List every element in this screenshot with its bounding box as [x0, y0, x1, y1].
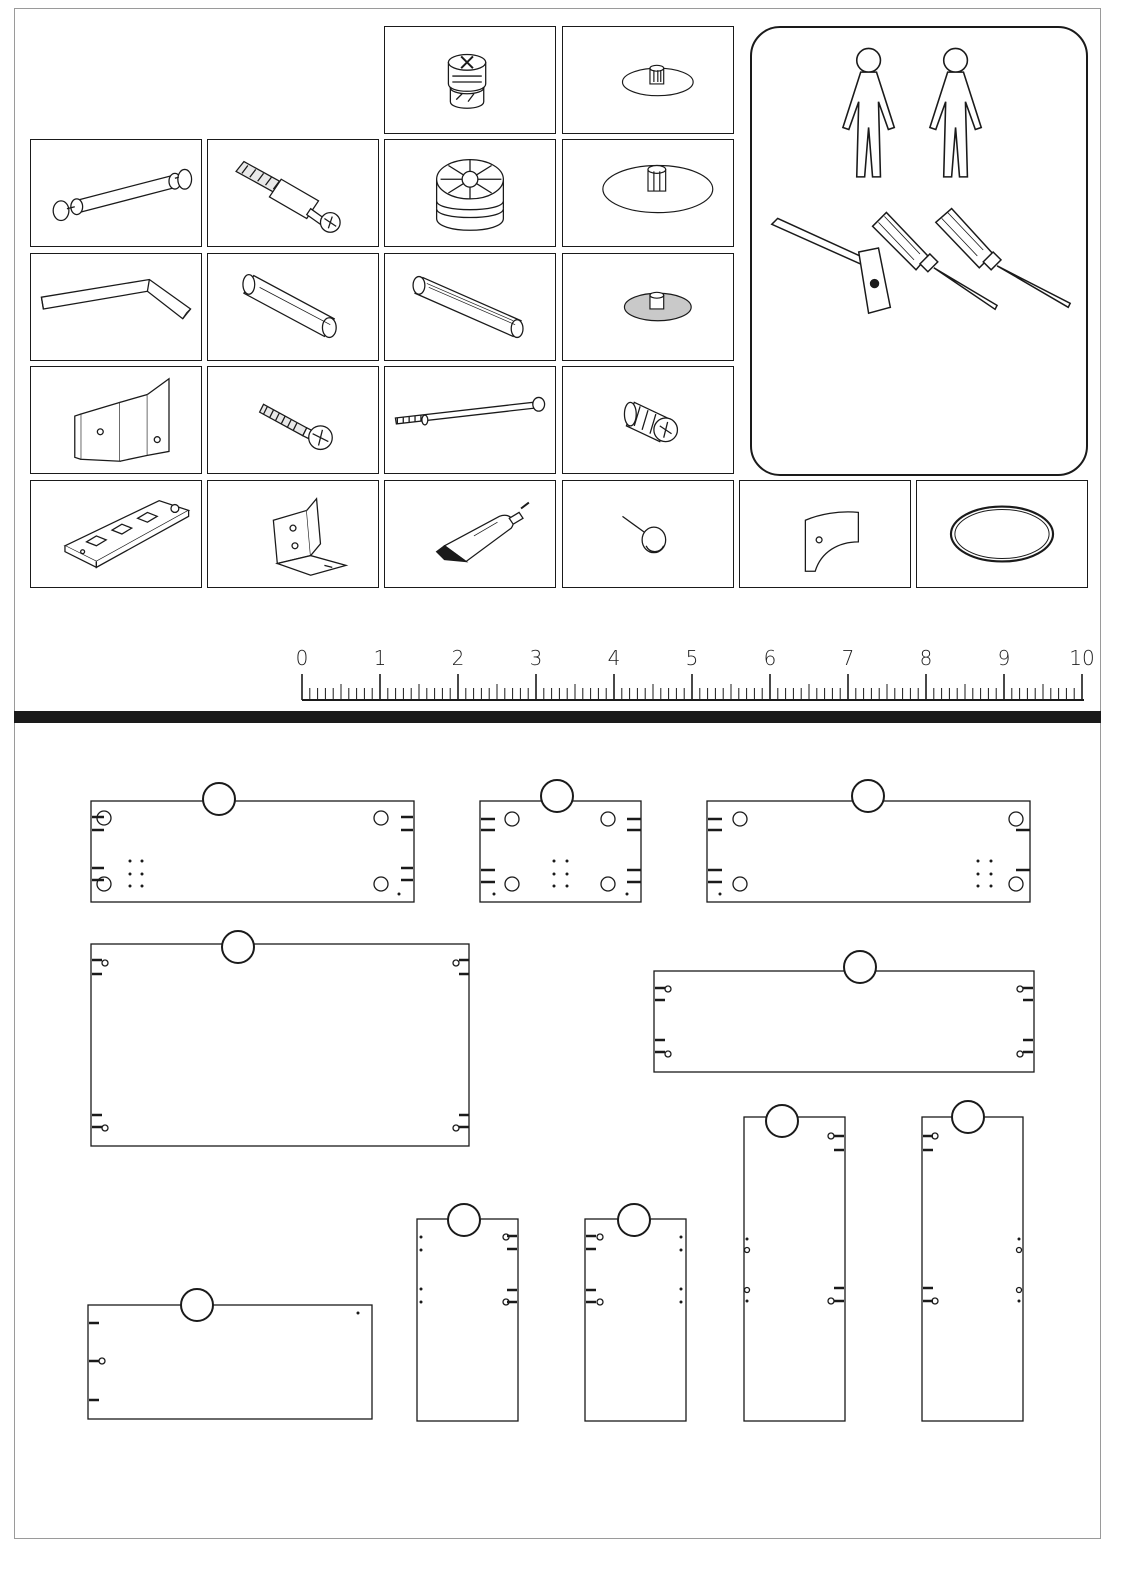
- ruler-label: 10: [1069, 646, 1095, 670]
- panel-2: [480, 780, 641, 902]
- ruler-label: 4: [607, 646, 621, 670]
- ruler-label: 3: [529, 646, 543, 670]
- panel-7: [417, 1204, 518, 1421]
- panel-6: [88, 1289, 372, 1419]
- panel-3: [707, 780, 1030, 902]
- ruler-label: 2: [451, 646, 465, 670]
- ruler-label: 5: [685, 646, 699, 670]
- panel-10: [922, 1101, 1023, 1421]
- panel-9: [744, 1105, 845, 1421]
- ruler-label: 8: [919, 646, 933, 670]
- ruler-label: 9: [997, 646, 1011, 670]
- ruler-label: 0: [295, 646, 309, 670]
- panel-5: [654, 951, 1034, 1072]
- panel-1: [91, 783, 414, 902]
- ruler-label: 7: [841, 646, 855, 670]
- panel-4: [91, 931, 469, 1146]
- panel-8: [585, 1204, 686, 1421]
- ruler-label: 6: [763, 646, 777, 670]
- ruler-label: 1: [373, 646, 387, 670]
